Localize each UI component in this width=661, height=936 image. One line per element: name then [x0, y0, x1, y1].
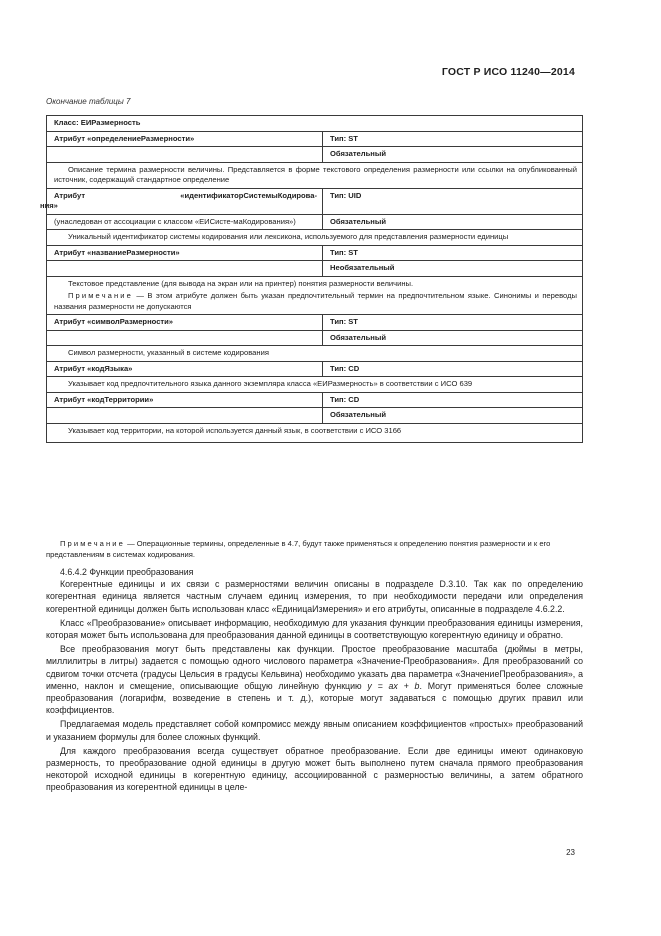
- table-row: [47, 408, 583, 424]
- description-text: Описание термина размерности величины. Представляется в форме текстового определения размерности или ссылки на опубликованный источник, содержащий стандартное определение: [54, 164, 577, 184]
- table-row: [47, 392, 583, 408]
- table-row: [47, 116, 583, 132]
- paragraph: Для каждого преобразования всегда существует обратное преобразование. Если две единицы имеют одинаковую размерность, то преобразование одной единицы в другую может быть выполнено путем сначала прямого преобразования некоторой исходной единицы в когерентную единицу, ассоциированной с размерностью величины, а затем обратного преобразования из когерентной единицы в целе-: [46, 745, 583, 793]
- table-row: [47, 423, 583, 443]
- table-row: [47, 330, 583, 346]
- table-row: [47, 188, 583, 214]
- requirement-cell: Обязательный: [323, 214, 583, 230]
- table-row: [47, 230, 583, 246]
- note-text: — В этом атрибуте должен быть указан предпочтительный термин на предпочтительном языке. Синонимы и переводы названия размерности не допускаются: [54, 291, 577, 311]
- inheritance-cell: (унаследован от ассоциации с классом «ЕИСисте-маКодирования»): [47, 214, 323, 230]
- empty-cell: [47, 330, 323, 346]
- table-note: [54, 291, 577, 312]
- description-text: Указывает код предпочтительного языка данного экземпляра класса «ЕИРазмерность» в соответствии с ИСО 639: [68, 379, 473, 388]
- note-text: — Операционные термины, определенные в 4.7, будут также применяться к определению понятия размерности и к его представлениям в системах кодирования.: [46, 539, 551, 559]
- document-header: ГОСТ Р ИСО 11240—2014: [441, 66, 575, 78]
- page-number: 23: [566, 848, 575, 857]
- table-caption: Окончание таблицы 7: [46, 97, 131, 106]
- paragraph: Когерентные единицы и их связи с размерностями величин описаны в подразделе D.3.10. Так как по определению когерентная единица является частным случаем единиц измерения, то при необходимости передачи или определения когерентной единицы должен быть использован класс «ЕдиницаИзмерения» и его атрибуты, описанные в подразделе 4.6.2.2.: [46, 579, 583, 614]
- table-row: [47, 261, 583, 277]
- attribute-identifier: «идентификаторСистемыКодирова-: [180, 190, 317, 200]
- table-row: [47, 276, 583, 315]
- empty-cell: [47, 261, 323, 277]
- requirement-cell: Обязательный: [323, 147, 583, 163]
- attribute-name-line: [54, 191, 317, 202]
- paragraph: Класс «Преобразование» описывает информацию, необходимую для указания функции преобразования единицы измерения, которая может быть использована для преобразования данной единицы в соответствующую когерентную единицу и обратно.: [46, 617, 583, 641]
- formula: y = ax + b: [367, 680, 420, 691]
- attribute-name-cell: Атрибут «определениеРазмерности»: [47, 131, 323, 147]
- requirement-cell: Необязательный: [323, 261, 583, 277]
- attribute-type-cell: Тип: UID: [323, 188, 583, 214]
- table-row: [47, 377, 583, 393]
- note-label: Примечание: [68, 291, 133, 300]
- paragraph-text: . Могут применяться более сложные преобразования (логарифм, возведение в степень и т. д.), которые могут задаваться с помощью других правил или коэффициентов.: [46, 680, 583, 716]
- table-row: [47, 162, 583, 188]
- table-row: [47, 361, 583, 377]
- attribute-description-cell: [47, 162, 583, 188]
- attribute-type-cell: Тип: CD: [323, 361, 583, 377]
- table-row: [47, 147, 583, 163]
- general-note: [46, 539, 583, 560]
- requirement-cell: Обязательный: [323, 330, 583, 346]
- description-text: Символ размерности, указанный в системе кодирования: [68, 348, 269, 357]
- attribute-name-cell: Атрибут «символРазмерности»: [47, 315, 323, 331]
- table-row: [47, 245, 583, 261]
- attribute-table: [40, 115, 583, 443]
- attribute-name-cell: Атрибут «кодТерритории»: [47, 392, 323, 408]
- attribute-type-cell: Тип: CD: [323, 392, 583, 408]
- class-name-cell: Класс: ЕИРазмерность: [47, 116, 583, 132]
- description-text: Текстовое представление (для вывода на экран или на принтер) понятия размерности величины.: [68, 278, 414, 288]
- empty-cell: [47, 147, 323, 163]
- table-row: [47, 131, 583, 147]
- attribute-type-cell: Тип: ST: [323, 131, 583, 147]
- note-label: Примечание: [60, 539, 125, 548]
- requirement-cell: Обязательный: [323, 408, 583, 424]
- attribute-type-cell: Тип: ST: [323, 245, 583, 261]
- attribute-name-cell: Атрибут «названиеРазмерности»: [47, 245, 323, 261]
- paragraph: Предлагаемая модель представляет собой компромисс между явным описанием коэффициентов «простых» преобразований и указанием формулы для более сложных функций.: [46, 719, 583, 742]
- paragraph-text: Все преобразования могут быть представлены как функции. Простое преобразование масштаба (дюймы в метры, миллилитры в литры) задается с помощью одного числового параметра «Значение-Преобразования». Для преобразований со сдвигом точки отсчета (градусы Цельсия в градусы Кельвина) необходимо указать два параметра «ЗначениеПреобразования», а именно, наклон и смещение, описывающие общую линейную функцию: [46, 644, 583, 691]
- section-conversion-functions: [46, 566, 583, 796]
- attribute-description-cell: [47, 230, 583, 246]
- attribute-name-cell: Атрибут «кодЯзыка»: [47, 361, 323, 377]
- description-text: Уникальный идентификатор системы кодирования или лексикона, используемого для представления размерности единицы: [68, 232, 509, 241]
- attribute-description-cell: [47, 377, 583, 393]
- table-row: [47, 346, 583, 362]
- attribute-type-cell: Тип: ST: [323, 315, 583, 331]
- attribute-word: Атрибут: [54, 190, 86, 200]
- attribute-description-cell: [47, 423, 583, 443]
- description-text: Указывает код территории, на которой используется данный язык, в соответствии с ИСО 3166: [68, 425, 402, 435]
- attribute-description-cell: [47, 346, 583, 362]
- paragraph: [46, 643, 583, 716]
- attribute-name-cell: [40, 188, 323, 214]
- attribute-description-cell: [47, 276, 583, 315]
- table-row: [47, 214, 583, 230]
- attribute-name-continuation: ния»: [40, 201, 58, 210]
- empty-cell: [47, 408, 323, 424]
- section-title: 4.6.4.2 Функции преобразования: [60, 567, 194, 577]
- table-row: [47, 315, 583, 331]
